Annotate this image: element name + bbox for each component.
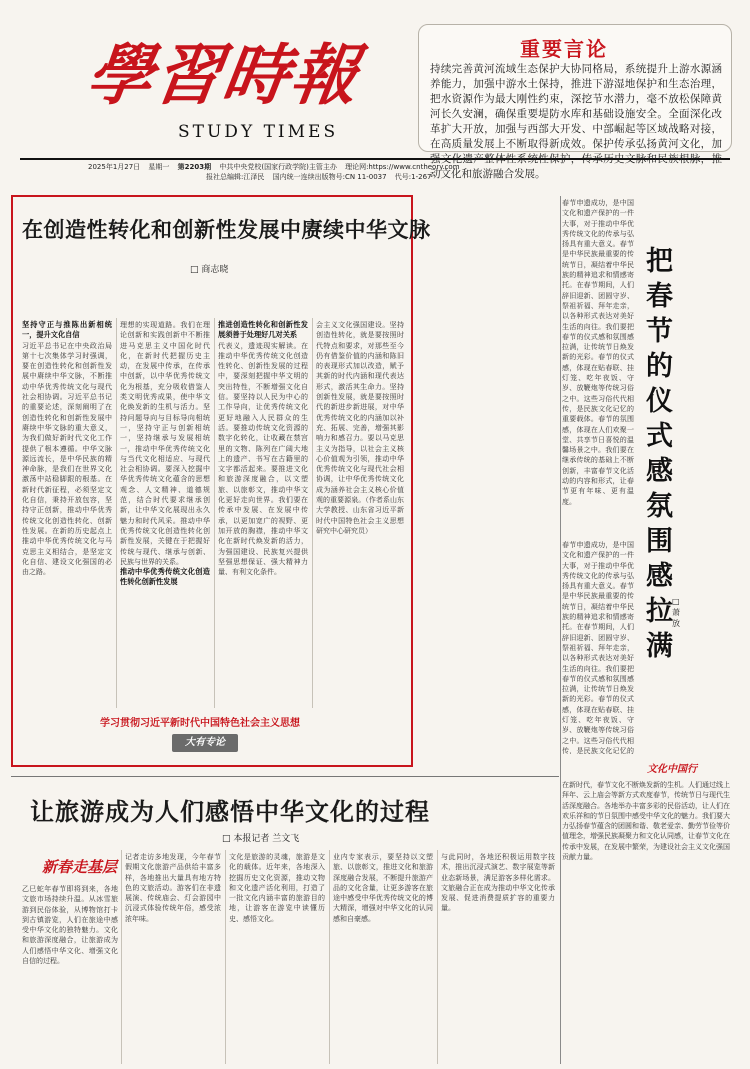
main-article-column-4 xyxy=(316,320,404,708)
important-words-text: 持续完善黄河流域生态保护大协同格局，系统提升上游水源涵养能力，加强中游水土保持，推进下游湿地保护和生态治理，把水资源作为最大刚性约束，深挖节水潜力，毫不放松保障黄河长久安澜，确保重要堤防水库和基础设施安全。全面深化改革扩大开放，加强与西部大开发、中部崛起等区域战略对接，在高质量发展上不断取得新成效。保护传承弘扬黄河文化，加强文化遗产整体性系统性保护，传承历史文脉和民族根脉，推动文化和旅游融合发展。 xyxy=(430,63,722,180)
issue-sponsor: 中共中央党校(国家行政学院)主管主办 xyxy=(219,163,337,171)
issue-editor: 报社总编辑:江泽民 xyxy=(206,173,265,181)
column-rule xyxy=(329,850,330,1064)
lower-article-author: □ 本报记者 兰文飞 xyxy=(222,834,300,844)
culture-china-tag: 文化中国行 xyxy=(647,764,697,775)
main-article-column-text-1: 习近平总书记在中央政治局第十七次集体学习时强调，要在创造性转化和创新性发展中赓续中华文脉，不断推动中华优秀传统文化与现代社会相协调。习近平总书记的重要论述，深刻阐明了在创造性转化和创新性发展中赓续中华文脉的重大意义，为我们做好新时代文化工作提供了根本遵循。中华文脉源远流长，是中华民族的精神命脉，是我们在世界文化激荡中站稳脚跟的根基。在新时代新征程，必须坚定文化自信，秉持开放包容，坚持守正创新，推动中华优秀传统文化创造性转化、创新性发展。在新的历史起点上推动中华优秀传统文化与马克思主义相结合，是坚定文化自信、建设文化强国的必由之路。 xyxy=(22,341,112,577)
main-article-column-3 xyxy=(218,320,308,708)
column-rule xyxy=(437,850,438,1064)
main-article-subhead-1: 坚持守正与推陈出新相统一，提升文化自信 xyxy=(22,320,112,340)
side-article-text-mid: 春节申遗成功，是中国文化和遗产保护的一件大事，对于推动中华优秀传统文化的传承与弘扬具有重大意义。春节是中华民族最重要的传统节日，凝结着中华民族的精神追求和情感寄托。在春节期间，人们辞旧迎新、团圆守岁、祭祖祈福、拜年走亲，以各种形式表达对美好生活的向往。我们要把春节的仪式感和氛围感拉满，让传统节日焕发新的光彩。春节的仪式感，体现在贴春联、挂灯笼、吃年夜饭、守岁、放鞭炮等传统习俗之中。这些习俗代代相传，是民族文化记忆的 xyxy=(562,541,634,754)
spring-feature-badge: 新春走基层 xyxy=(42,858,118,876)
main-article-subhead-3: 推进创造性转化和创新性发展须善于处理好几对关系 xyxy=(218,320,308,340)
column-rule xyxy=(116,318,117,708)
masthead-logo: 學習時報 xyxy=(81,36,365,114)
lower-article-column-4: 业内专家表示，要坚持以文塑旅、以旅彰文，推进文化和旅游深度融合发展，不断提升旅游产品的文化含量，让更多游客在旅途中感受中华优秀传统文化的博大精深，增强对中华文化的认同感和自豪感。 xyxy=(333,853,433,923)
column-rule xyxy=(225,850,226,1064)
column-rule xyxy=(214,318,215,708)
issue-website[interactable]: 理论网:https://www.cntheory.com xyxy=(345,163,460,171)
lower-article-column-3: 文化是旅游的灵魂，旅游是文化的载体。近年来，各地深入挖掘历史文化资源，推动文物和文化遗产活化利用，打造了一批文化内涵丰富的旅游目的地，让游客在游览中读懂历史、感悟文化。 xyxy=(229,853,325,923)
issue-info-bar xyxy=(88,162,466,182)
side-article-text-top: 春节申遗成功，是中国文化和遗产保护的一件大事，对于推动中华优秀传统文化的传承与弘扬具有重大意义。春节是中华民族最重要的传统节日，凝结着中华民族的精神追求和情感寄托。在春节期间，人们辞旧迎新、团圆守岁、祭祖祈福、拜年走亲，以各种形式表达对美好生活的向往。我们要把春节的仪式感和氛围感拉满，让传统节日焕发新的光彩。春节的仪式感，体现在贴春联、挂灯笼、吃年夜饭、守岁、放鞭炮等传统习俗之中。这些习俗代代相传，是民族文化记忆的重要载体。春节的氛围感，体现在人们欢聚一堂、共享节日喜悦的温馨场景之中。我们要在继承传统的基础上不断创新，丰富春节文化活动的内容和形式，让春节更有年味、更有温度。 xyxy=(562,199,634,506)
masthead-english: STUDY TIMES xyxy=(178,122,339,142)
side-article-author: □ 萧放 xyxy=(672,597,680,628)
column-rule xyxy=(312,318,313,708)
main-article-subhead-2: 推动中华优秀传统文化创造性转化创新性发展 xyxy=(120,567,210,587)
issue-postal: 代号:1-267 xyxy=(394,173,432,181)
main-article-author: □ 商志晓 xyxy=(190,265,229,275)
main-article-title[interactable]: 在创造性转化和创新性发展中赓续中华文脉 xyxy=(22,217,431,242)
issue-weekday: 星期一 xyxy=(148,163,170,171)
issue-number: 第2203期 xyxy=(177,163,212,171)
important-words-title: 重要言论 xyxy=(520,37,608,61)
issue-cn-number: 国内统一连续出版物号:CN 11-0037 xyxy=(272,173,387,181)
lower-article-column-2: 记者走访多地发现，今年春节假期文化旅游产品供给丰富多样，各地推出大量具有地方特色的文旅活动。游客们在非遗展演、传统庙会、灯会游园中沉浸式体验传统年俗，感受浓浓年味。 xyxy=(125,853,221,923)
main-article-column-text-3: 代表义，遗迹现实解读。在推动中华优秀传统文化创造性转化、创新性发展的过程中，要深刻把握中华文明的突出特性，不断增强文化自信。要坚持以人民为中心的工作导向，让优秀传统文化更好地融入人民群众的生活。要推动传统文化资源的数字化转化，让收藏在禁宫里的文物、陈列在广阔大地上的遗产、书写在古籍里的文字都活起来。要推进文化和旅游深度融合，以文塑旅、以旅彰文，推动中华文化更好走向世界。我们要在传承中发展、在发展中传承，以更加宽广的视野、更加开放的胸襟，推动中华文化在新时代焕发新的活力，为强国建设、民族复兴提供坚强思想保证、强大精神力量、有利文化条件。 xyxy=(218,341,308,577)
column-badge: 大有专论 xyxy=(172,734,238,752)
side-article-title[interactable]: 把春节的仪式感氛围感拉满 xyxy=(646,246,673,662)
column-rule xyxy=(121,850,122,1064)
thought-banner-title: 学习贯彻习近平新时代中国特色社会主义思想 xyxy=(100,718,300,729)
lower-article-column-1: 乙巳蛇年春节即将到来，各地文旅市场持续升温。从冰雪旅游到民俗体验，从博物馆打卡到古镇游览，人们在旅途中感受中华文化的独特魅力。文化和旅游深度融合，让旅游成为人们感悟中华文化、增强文化自信的过程。 xyxy=(22,885,118,966)
right-column-divider xyxy=(560,196,561,1064)
lower-article-column-5: 与此同时，各地还积极运用数字技术，推出沉浸式演艺、数字展览等新业态新场景，满足游客多样化需求。文旅融合正在成为推动中华文化传承发展、促进消费提质扩容的重要力量。 xyxy=(441,853,555,913)
issue-date: 2025年1月27日 xyxy=(88,163,141,171)
side-article-text-bottom: 在新时代，春节文化不断焕发新的生机。人们通过线上拜年、云上庙会等新方式欢度春节，传统节日与现代生活深度融合。各地举办丰富多彩的民俗活动，让人们在欢乐祥和的节日氛围中感受中华文化的魅力。我们要大力弘扬春节蕴含的团圆和谐、敬老爱亲、勤劳节俭等价值理念，增强民族凝聚力和文化认同感，让春节文化在传承中发展，在发展中繁荣，为建设社会主义文化强国贡献力量。 xyxy=(562,781,730,862)
main-article-column-text-4: 会主义文化强国建设。坚持创造性转化，就是要按照时代特点和要求，对那些至今仍有借鉴价值的内涵和陈旧的表现形式加以改造，赋予其新的时代内涵和现代表达形式，激活其生命力。坚持创新性发展，就是要按照时代的新进步新进展，对中华优秀传统文化的内涵加以补充、拓展、完善，增强其影响力和感召力。要以马克思主义为指导，以社会主义核心价值观为引领，推动中华优秀传统文化与现代社会相协调，让中华优秀传统文化成为涵养社会主义核心价值观的重要源泉。（作者系山东大学教授、山东省习近平新时代中国特色社会主义思想研究中心研究员） xyxy=(316,321,404,535)
main-article-column-1 xyxy=(22,320,112,708)
main-article-column-text-2: 理想的实现道路。我们在理论创新和实践创新中不断推进马克思主义中国化时代化，在新时代把握历史主动，在发展中传承，在传承中创新，以中华优秀传统文化为根基，充分吸收借鉴人类文明优秀成果，使中华文化焕发新的生机与活力。坚持问题导向与目标导向相统一，坚持守正与创新相统一，坚持继承与发展相统一，推动中华优秀传统文化与当代文化相适应、与现代社会相协调。要深入挖掘中华优秀传统文化蕴含的思想观念、人文精神、道德规范，结合时代要求继承创新，让中华文化展现出永久魅力和时代风采。推动中华优秀传统文化创造性转化创新性发展，关键在于把握好传统与现代、继承与创新、民族与世界的关系。 xyxy=(120,321,210,566)
main-article-column-2 xyxy=(120,320,210,708)
section-divider xyxy=(11,776,559,777)
lower-article-title[interactable]: 让旅游成为人们感悟中华文化的过程 xyxy=(30,797,430,826)
